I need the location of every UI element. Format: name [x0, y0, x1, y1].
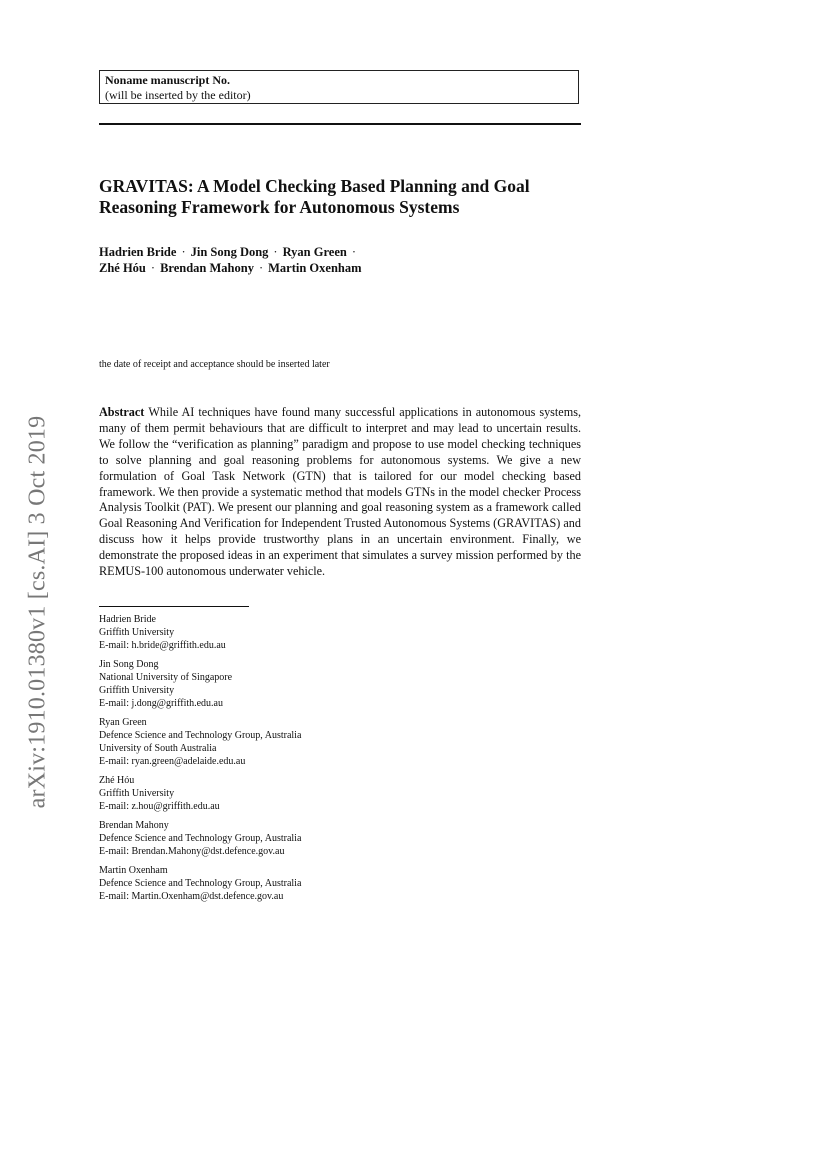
- affiliation-block: [99, 819, 499, 858]
- affiliation-block: [99, 864, 499, 903]
- affiliation-block: [99, 658, 499, 710]
- author-separator: ·: [258, 261, 264, 275]
- author-name: Ryan Green: [282, 245, 347, 259]
- author-name: Martin Oxenham: [268, 261, 362, 275]
- affiliations: [99, 613, 499, 909]
- footnote-rule: [99, 606, 249, 607]
- affiliation-name: Ryan Green: [99, 717, 147, 728]
- author-separator: ·: [273, 245, 278, 259]
- author-list: [99, 244, 581, 276]
- affiliation-name: Zhé Hóu: [99, 775, 135, 786]
- author-line-2: [99, 260, 581, 276]
- affiliation-line: Defence Science and Technology Group, Australia: [99, 730, 302, 741]
- author-name: Zhé Hóu: [99, 261, 146, 275]
- author-separator: ·: [150, 261, 156, 275]
- affiliation-name: Brendan Mahony: [99, 820, 169, 831]
- author-line-1: [99, 244, 581, 260]
- affiliation-name: Hadrien Bride: [99, 614, 156, 625]
- affiliation-line: Defence Science and Technology Group, Australia: [99, 878, 302, 889]
- abstract-text: While AI techniques have found many successful applications in autonomous systems, many of them permit behaviours that are difficult to interpret and may lead to uncertain results. We follow the “verification as planning” paradigm and propose to use model checking techniques to solve planning and goal reasoning problems for autonomous systems. We give a new formulation of Goal Task Network (GTN) that is tailored for our model checking based framework. We then provide a systematic method that models GTNs in the model checker Process Analysis Toolkit (PAT). We present our planning and goal reasoning system as a framework called Goal Reasoning And Verification for Independent Trusted Autonomous Systems (GRAVITAS) and discuss how it helps provide trustworthy plans in an uncertain environment. Finally, we demonstrate the proposed ideas in an experiment that simulates a survey mission performed by the REMUS-100 autonomous underwater vehicle.: [99, 405, 581, 579]
- author-name: Hadrien Bride: [99, 245, 177, 259]
- affiliation-email: E-mail: Brendan.Mahony@dst.defence.gov.au: [99, 846, 285, 857]
- manuscript-info-box: [99, 70, 579, 104]
- affiliation-email: E-mail: j.dong@griffith.edu.au: [99, 698, 223, 709]
- affiliation-line: Griffith University: [99, 627, 175, 638]
- author-name: Jin Song Dong: [190, 245, 269, 259]
- author-separator: ·: [351, 245, 357, 259]
- author-name: Brendan Mahony: [160, 261, 254, 275]
- affiliation-block: [99, 716, 499, 768]
- author-separator: ·: [181, 245, 186, 259]
- abstract-label: Abstract: [99, 405, 145, 419]
- affiliation-block: [99, 774, 499, 813]
- abstract: [99, 405, 581, 580]
- paper-title: GRAVITAS: A Model Checking Based Planning and Goal Reasoning Framework for Autonomous Systems: [99, 176, 530, 217]
- affiliation-name: Martin Oxenham: [99, 865, 168, 876]
- affiliation-email: E-mail: Martin.Oxenham@dst.defence.gov.au: [99, 891, 284, 902]
- affiliation-email: E-mail: ryan.green@adelaide.edu.au: [99, 756, 246, 767]
- affiliation-block: [99, 613, 499, 652]
- arxiv-identifier-stamp: arXiv:1910.01380v1 [cs.AI] 3 Oct 2019: [24, 415, 51, 809]
- header-rule: [99, 123, 581, 125]
- affiliation-line: National University of Singapore: [99, 672, 233, 683]
- affiliation-email: E-mail: z.hou@griffith.edu.au: [99, 801, 220, 812]
- affiliation-line: Griffith University: [99, 685, 175, 696]
- received-note: the date of receipt and acceptance should be inserted later: [99, 359, 330, 370]
- manuscript-number-label: Noname manuscript No.: [105, 73, 230, 87]
- affiliation-line: Griffith University: [99, 788, 175, 799]
- affiliation-email: E-mail: h.bride@griffith.edu.au: [99, 640, 226, 651]
- affiliation-name: Jin Song Dong: [99, 659, 159, 670]
- editor-note: (will be inserted by the editor): [105, 88, 251, 102]
- affiliation-line: University of South Australia: [99, 743, 217, 754]
- affiliation-line: Defence Science and Technology Group, Australia: [99, 833, 302, 844]
